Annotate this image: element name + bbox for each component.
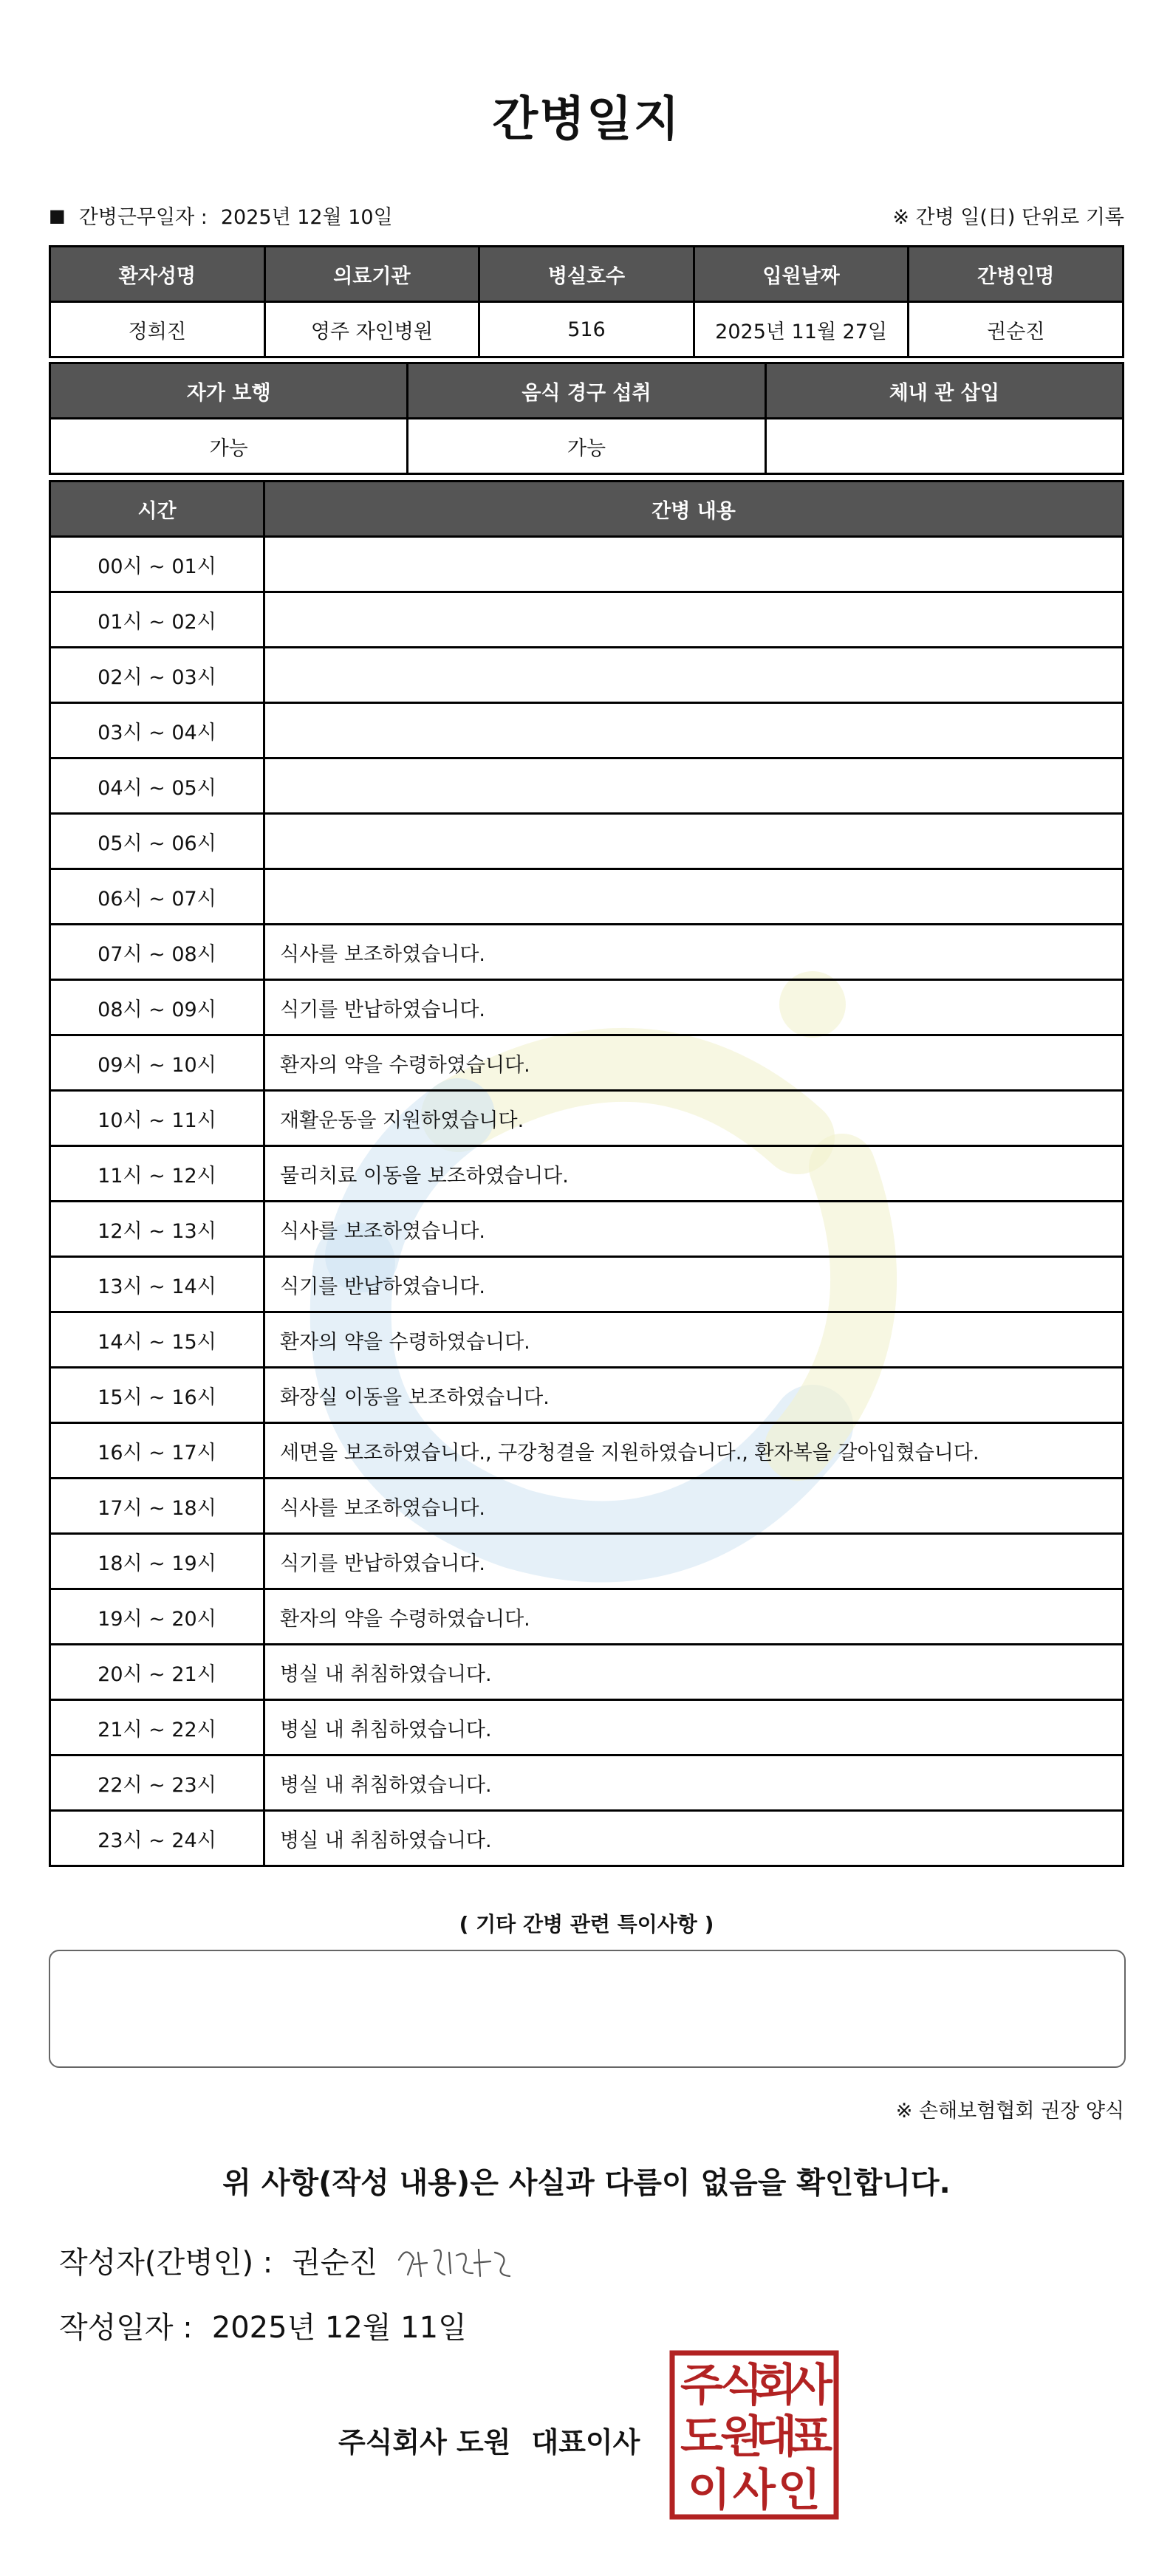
time-cell: 07시 ~ 08시 — [50, 925, 264, 980]
table-header-row — [50, 482, 1124, 537]
table-row — [50, 758, 1124, 814]
care-content-cell: 식사를 보조하였습니다. — [264, 925, 1124, 980]
header-caregiver: 간병인명 — [909, 247, 1124, 302]
table-row — [50, 1700, 1124, 1755]
care-content-cell: 환자의 약을 수령하였습니다. — [264, 1589, 1124, 1645]
table-row — [50, 925, 1124, 980]
write-date-value: 2025년 12월 11일 — [211, 2311, 467, 2345]
care-content-cell — [264, 592, 1124, 648]
table-row — [50, 1534, 1124, 1589]
time-cell: 12시 ~ 13시 — [50, 1202, 264, 1257]
care-content-cell: 병실 내 취침하였습니다. — [264, 1811, 1124, 1866]
time-cell: 17시 ~ 18시 — [50, 1479, 264, 1534]
table-row — [50, 703, 1124, 758]
svg-text:회: 회 — [754, 2360, 797, 2411]
header-patient-name: 환자성명 — [50, 247, 265, 302]
care-content-cell: 환자의 약을 수령하였습니다. — [264, 1312, 1124, 1368]
table-row — [50, 1257, 1124, 1312]
time-cell: 14시 ~ 15시 — [50, 1312, 264, 1368]
table-row — [50, 1755, 1124, 1811]
care-content-cell: 병실 내 취침하였습니다. — [264, 1755, 1124, 1811]
caregiver-name: 권순진 — [909, 302, 1124, 357]
care-log-table — [49, 480, 1124, 1867]
table-row — [50, 537, 1124, 592]
svg-text:이: 이 — [688, 2464, 731, 2516]
table-row — [50, 648, 1124, 703]
page-title: 간병일지 — [492, 92, 681, 147]
table-row — [50, 1645, 1124, 1700]
care-content-cell — [264, 758, 1124, 814]
table-row — [50, 980, 1124, 1035]
tube-insertion-status — [765, 419, 1123, 474]
header-time: 시간 — [50, 482, 264, 537]
patient-name: 정희진 — [50, 302, 265, 357]
work-date-label: 간병근무일자 : — [78, 206, 208, 229]
svg-text:표: 표 — [790, 2411, 832, 2463]
time-cell: 03시 ~ 04시 — [50, 703, 264, 758]
header-hospital: 의료기관 — [264, 247, 479, 302]
time-cell: 04시 ~ 05시 — [50, 758, 264, 814]
care-content-cell: 재활운동을 지원하였습니다. — [264, 1091, 1124, 1146]
room-number: 516 — [479, 302, 694, 357]
table-row — [50, 1423, 1124, 1479]
table-row — [50, 1368, 1124, 1423]
table-header-row — [50, 363, 1124, 419]
time-cell: 19시 ~ 20시 — [50, 1589, 264, 1645]
table-row — [50, 1091, 1124, 1146]
svg-text:인: 인 — [778, 2464, 821, 2516]
time-cell: 21시 ~ 22시 — [50, 1700, 264, 1755]
table-row — [50, 814, 1124, 869]
confirmation-statement: 위 사항(작성 내용)은 사실과 다름이 없음을 확인합니다. — [222, 2166, 951, 2200]
care-content-cell: 식기를 반납하였습니다. — [264, 1534, 1124, 1589]
time-cell: 23시 ~ 24시 — [50, 1811, 264, 1866]
time-cell: 22시 ~ 23시 — [50, 1755, 264, 1811]
hospital-name: 영주 자인병원 — [264, 302, 479, 357]
table-row — [50, 592, 1124, 648]
time-cell: 15시 ~ 16시 — [50, 1368, 264, 1423]
ceo-title: 대표이사 — [531, 2426, 640, 2459]
header-care-content: 간병 내용 — [264, 482, 1124, 537]
writer-name: 권순진 — [292, 2246, 378, 2280]
svg-text:도: 도 — [680, 2411, 723, 2463]
table-row — [50, 419, 1124, 474]
work-date — [49, 201, 393, 230]
header-admission-date: 입원날짜 — [694, 247, 909, 302]
svg-text:주: 주 — [680, 2360, 723, 2411]
table-row — [50, 1202, 1124, 1257]
care-content-cell: 식사를 보조하였습니다. — [264, 1202, 1124, 1257]
square-marker-icon: ■ — [49, 205, 66, 226]
time-cell: 20시 ~ 21시 — [50, 1645, 264, 1700]
svg-text:사: 사 — [790, 2360, 832, 2411]
svg-text:사: 사 — [733, 2464, 776, 2516]
write-date-label: 작성일자 : — [59, 2311, 193, 2345]
table-row — [50, 1035, 1124, 1091]
header-tube-insertion: 체내 관 삽입 — [765, 363, 1123, 419]
writer-label: 작성자(간병인) : — [59, 2246, 273, 2280]
care-content-cell: 세면을 보조하였습니다., 구강청결을 지원하였습니다., 환자복을 갈아입혔습니다. — [264, 1423, 1124, 1479]
patient-status-table — [49, 362, 1124, 475]
care-content-cell — [264, 648, 1124, 703]
table-row — [50, 1312, 1124, 1368]
walking-status: 가능 — [50, 419, 408, 474]
time-cell: 10시 ~ 11시 — [50, 1091, 264, 1146]
handwritten-signature — [391, 2230, 524, 2289]
care-content-cell: 병실 내 취침하였습니다. — [264, 1700, 1124, 1755]
time-cell: 05시 ~ 06시 — [50, 814, 264, 869]
recording-note: ※ 간병 일(日) 단위로 기록 — [892, 206, 1124, 229]
time-cell: 16시 ~ 17시 — [50, 1423, 264, 1479]
header-walking: 자가 보행 — [50, 363, 408, 419]
write-date-line — [59, 2304, 467, 2346]
admission-date: 2025년 11월 27일 — [694, 302, 909, 357]
header-room: 병실호수 — [479, 247, 694, 302]
time-cell: 06시 ~ 07시 — [50, 869, 264, 925]
special-notes-box — [49, 1950, 1126, 2068]
care-content-cell: 병실 내 취침하였습니다. — [264, 1645, 1124, 1700]
time-cell: 13시 ~ 14시 — [50, 1257, 264, 1312]
table-row — [50, 1811, 1124, 1866]
company-seal-icon — [669, 2350, 839, 2520]
table-header-row — [50, 247, 1124, 302]
care-content-cell: 환자의 약을 수령하였습니다. — [264, 1035, 1124, 1091]
time-cell: 18시 ~ 19시 — [50, 1534, 264, 1589]
company-name: 주식회사 도원 — [338, 2426, 511, 2459]
form-note: ※ 손해보험협회 권장 양식 — [895, 2100, 1124, 2123]
care-content-cell — [264, 814, 1124, 869]
svg-text:식: 식 — [720, 2360, 763, 2411]
care-content-cell: 화장실 이동을 보조하였습니다. — [264, 1368, 1124, 1423]
svg-text:대: 대 — [754, 2411, 797, 2463]
time-cell: 01시 ~ 02시 — [50, 592, 264, 648]
patient-info-table — [49, 245, 1124, 358]
care-content-cell — [264, 537, 1124, 592]
time-cell: 08시 ~ 09시 — [50, 980, 264, 1035]
oral-intake-status: 가능 — [408, 419, 765, 474]
care-content-cell — [264, 703, 1124, 758]
work-date-value: 2025년 12월 10일 — [220, 206, 393, 229]
table-row — [50, 1479, 1124, 1534]
care-content-cell: 식기를 반납하였습니다. — [264, 1257, 1124, 1312]
care-log-body — [50, 537, 1124, 1866]
table-row — [50, 1146, 1124, 1202]
svg-text:원: 원 — [720, 2411, 763, 2463]
time-cell: 00시 ~ 01시 — [50, 537, 264, 592]
table-row — [50, 869, 1124, 925]
care-content-cell: 물리치료 이동을 보조하였습니다. — [264, 1146, 1124, 1202]
time-cell: 02시 ~ 03시 — [50, 648, 264, 703]
time-cell: 09시 ~ 10시 — [50, 1035, 264, 1091]
company-line — [338, 2419, 640, 2460]
care-content-cell — [264, 869, 1124, 925]
care-content-cell: 식사를 보조하였습니다. — [264, 1479, 1124, 1534]
special-notes-title: ( 기타 간병 관련 특이사항 ) — [459, 1912, 714, 1936]
writer-line — [59, 2239, 377, 2281]
table-row — [50, 302, 1124, 357]
time-cell: 11시 ~ 12시 — [50, 1146, 264, 1202]
care-content-cell: 식기를 반납하였습니다. — [264, 980, 1124, 1035]
header-oral-intake: 음식 경구 섭취 — [408, 363, 765, 419]
table-row — [50, 1589, 1124, 1645]
